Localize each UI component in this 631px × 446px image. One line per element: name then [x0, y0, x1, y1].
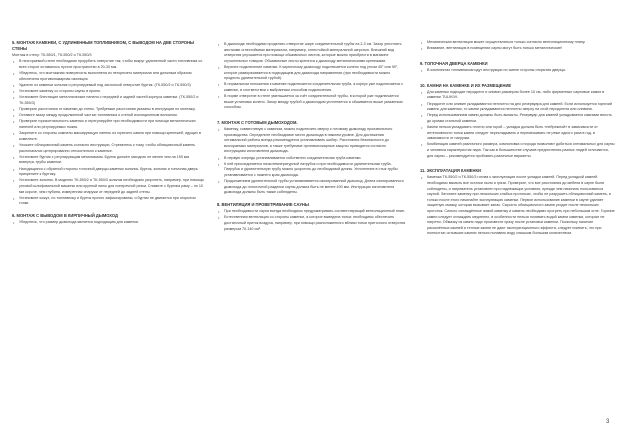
list-item: • Камни нельзя укладывать плотно или горой – укладка должна быть «небрежной» в зависимости от интенсивности топки камни следует перекладывать и перемешивать не реже одного раза в год, в зависимости от нагрузки. — [420, 125, 616, 142]
list-item: • Естественная вентиляция со стороны каменки, а которое выведена топка: необходимо обеспечить достаточный приток воздуха, например, при помощи расположенного вблизи топки приточного отверстия размером 70-140 см². — [217, 215, 407, 232]
list-item: • Для каменки подходят перидотит и оливин размером более 10 см, либо фирменные сауновые камни в каменке ТULIKIVI. — [420, 90, 616, 101]
section-9-list — [420, 68, 616, 74]
page-number: 3 — [606, 419, 610, 425]
list-item: • Установите буртик с регулирующим механизмом. Буртик должен заходить не менее чем на 150 мм вовнутрь трубы каменки. — [12, 155, 204, 166]
list-item: • Внимание, вентиляция в помещении сауны могут быть только металлические! — [420, 46, 616, 52]
list-item: • Проверьте расстояния от каменки до стены. Требуемые расстояния указаны в инструкции по монтажу. — [12, 107, 204, 113]
list-item: • Установите блестящие металлические панели с передней и задней частей корпуса каменки. (ТК-550/2 и ТК-550/3) — [12, 95, 204, 106]
list-item: • Убедитесь, что размер дымохода является подходящим для каменки. — [12, 220, 204, 226]
list-item: • Удалите из каменки зольник и регулируемый под заслонкой отверстие буртик. (ТК-550/2 и ТК-550/3) — [12, 83, 204, 89]
section-11-list — [420, 175, 616, 237]
list-item: • В комплектах топливником идут инструкции по смене стороны открытия дверцы. — [420, 68, 616, 74]
section-6-list — [12, 220, 204, 226]
section-9-heading: 9. ТОПОЧНАЯ ДВЕРЦА КАМЕНКИ — [420, 60, 488, 66]
column-1 — [12, 40, 204, 228]
list-item: • Установите каменку со стороны сауны в проем. — [12, 89, 204, 95]
list-item: • Перидотит или оливин укладываются неплотно на дно резервуара для камней. Если используется горючий камень для каменки, то камни укладываются неплотно сверху на слой перидотита или оливина. — [420, 102, 616, 113]
section-7-list — [217, 127, 407, 196]
list-item: • Перед использованием камни должны быть вымыты. Резервуар для камней укладывается камнями вплоть до кромки стальной каменки. — [420, 113, 616, 124]
column-2 — [217, 42, 407, 234]
chimney-list-top — [217, 42, 407, 111]
list-item: • В дымоходе необходимо проделать отверстие шире соединительной трубы на 2-3 см. Зазор уплотнить жесткими огнестойкими материалом, например, огнестойкой минеральной шерстью. Внешний вид отверстия улучшается при помощи обшивочных листов, которые можно приобрести в магазине строительных товаров. Обшивочные листы крепятся к дымоходу металлическими крепежами. — [217, 42, 407, 64]
list-item: • К ней присоединяется низкотемпературный патрубок и при необходимости удлинительная труба. Патрубок и удлинительную трубу можно укоротить до необходимой длины. Уплотнение в стык трубы устанавливается с нижнего края дымохода. — [217, 162, 407, 179]
section-10-heading: 10. КАМНИ НА КАМЕНКЕ И ИХ РАЗМЕЩЕНИЕ — [420, 82, 512, 88]
list-item: • Проверьте горизонтальность каменки и отрегулируйте при необходимости при помощи металлических панелей или регулируемых ножек. — [12, 119, 204, 130]
list-item: • Комбинация камней различного размера, компоновка и порода позволяют добиться оптимальных для сауны и человека характеристик пара. Так как в большинстве случаев предпочтения разных людей отличаются, для сауны – рекомендуется пробовать различные варианты. — [420, 142, 616, 159]
list-item: • В несгораемой стене необходимо прорубить отверстие так, чтобы вокруг удлиненной части топливника со всех сторон оставалось пустое пространство в 20-30 мм. — [12, 59, 204, 70]
list-item: • В норме отверстие в стене уменьшается за счёт соединительной трубы, в которой уже подключается выше установки колено. Зазор между трубой и дымоходом уплотняется и обшивается выше указанным способом. — [217, 94, 407, 111]
section-6-heading: 6. МОНТАЖ С ВЫВОДОМ В КИРПИЧНЫЙ ДЫМОХОД — [12, 212, 118, 218]
section-5-subheading: Монтаж в стену: ТК-550/1, ТК-550/2 и ТК-550/3 — [12, 52, 92, 57]
list-item: • Находящиеся с обратной стороны топочной дверцы каменки зольник, буртик, зольник и топочная дверь прикрепите к буртику. — [12, 167, 204, 178]
list-item: • Установите кожух, по топливнику и буртик прочно зафиксированы, и буртик не двигается при открытии топки. — [12, 196, 204, 207]
section-5-heading: 5. МОНТАЖ КАМЕНКИ, С УДЛИНЕННЫМ ТОПЛИВНИКОМ, С ВЫВОДОМ НА ДВЕ СТОРОНЫ СТЕНЫ — [12, 40, 195, 51]
list-item: • При необходимости сауна всегда необходимо предусматривать соответствующий вентиляционный план. — [217, 209, 407, 215]
section-8-list — [217, 209, 407, 232]
list-item: • Верхнее подключение каменки. К кирпичному дымоходу подключается колено под углом 45° или 90°, которое разворачивается в подходящем для дымохода направлении (при необходимости можно продлить удлинительной трубой). — [217, 65, 407, 82]
column-3 — [420, 40, 616, 239]
section-10-list — [420, 90, 616, 160]
section-7-heading: 7. МОНТАЖ С ГОТОВЫМ ДЫМОХОДОМ. — [217, 119, 298, 125]
list-item: • Продолжением удлинительной трубы устанавливается изолированный дымоход. Длина изолированного дымохода до потолочной разделки сауны должна быть не менее 400 мм. Инструкции изготовителя дымохода должны быть также соблюдены. — [217, 179, 407, 196]
list-item: • В первую очередь устанавливается собственно соединительная труба каменки. — [217, 156, 407, 162]
ventilation-list-top — [420, 40, 616, 52]
list-item: • Механическая вентиляция может осуществляться только согласно вентиляционному плану. — [420, 40, 616, 46]
list-item: • Убедитесь, что монтажная поверхность выполнена из негорючего материала или должным образом обеспечена противопожарная изоляция. — [12, 71, 204, 82]
list-item: • Уложите облицовочный камень согласно инструкции. Стремитесь к тому, чтобы облицовочный камень располагался центрированно относительно к каменке. — [12, 143, 204, 154]
section-8-heading: 8. ВЕНТИЛЯЦИЯ И ПРОВЕТРИВАНИЕ САУНЫ — [217, 202, 309, 207]
list-item: • Каменку, совместимую с камином, можно подключить сверху к готовому дымоходу произвольного производства. Определите необходимое место дымохода в нижнем уровне. Для достижения оптимальной работы всегда рекомендуется устанавливать шибер. Расстояния безопасности до возгораемых материалов, а также требуемые противопожарные защиты приводятся согласно инструкциям изготовителя дымохода. — [217, 127, 407, 155]
list-item: • Оставьте зазор между продолженной частью топливника и стеной изоляционным волокном. — [12, 113, 204, 119]
list-item: • Каменка ТК-550/2 и ТК-550/3 готова к эксплуатации после укладки камней. Перед укладкой камней необходимо вымыть все остатки пыли и грязи. Проверьте, что все расстояния до мебели в сауне были соблюдены, и нагреватель установлен при надлежащих условиях, прежде чем начинать пользоваться сауной. Затопите каменку при нескольких слабых протопках, чтобы не разрушить облицовочный камень, и только после этого начинайте эксплуатацию каменки. Первое использование каменки в сауне удаляет защитную смазку, которая вызывает запах. Сырость облицовочного камня уходит после нескольких протопок. Сильно охлаждённые зимой каменку и камень необходимо прогреть при небольшом огне. Горячие камни следует охлаждать медленно, в особенности нельзя поливать водой камни каменки, которые не нагреты. Обмазку из камня надо произвести сразу после установки каменки. Поскольку наличие раскалённых камней и теплые камни не дают эксплуатационного эффекта, следует помнить, что при полностью остывших камнях нельзя поливать воду слишком большим количеством. — [420, 175, 616, 237]
list-item: • В нормальном положении к каменке подключается соединительная труба, а корпус уже подключается к каменке, в соответствии с выбранным способом подключения. — [217, 82, 407, 93]
section-5-list — [12, 59, 204, 207]
list-item: • Закрепите со стороны комнаты маскирующую панель из горючего камня при помощи крепежей, идущих в комплекте. — [12, 131, 204, 142]
section-11-heading: 11. ЭКСПЛУАТАЦИЯ КАМЕНКИ — [420, 168, 481, 174]
list-item: • Установите зольник. В моделях ТК-550/2 и ТК-550/3 зольник необходимо укоротить, например, при помощи угловой шлифовальной машины или крупной пилы для поперечной резки. Снимите с буртика раму – по 10 мм короче, чем глубина, измеренная снаружи от передней до задней стены. — [12, 178, 204, 195]
